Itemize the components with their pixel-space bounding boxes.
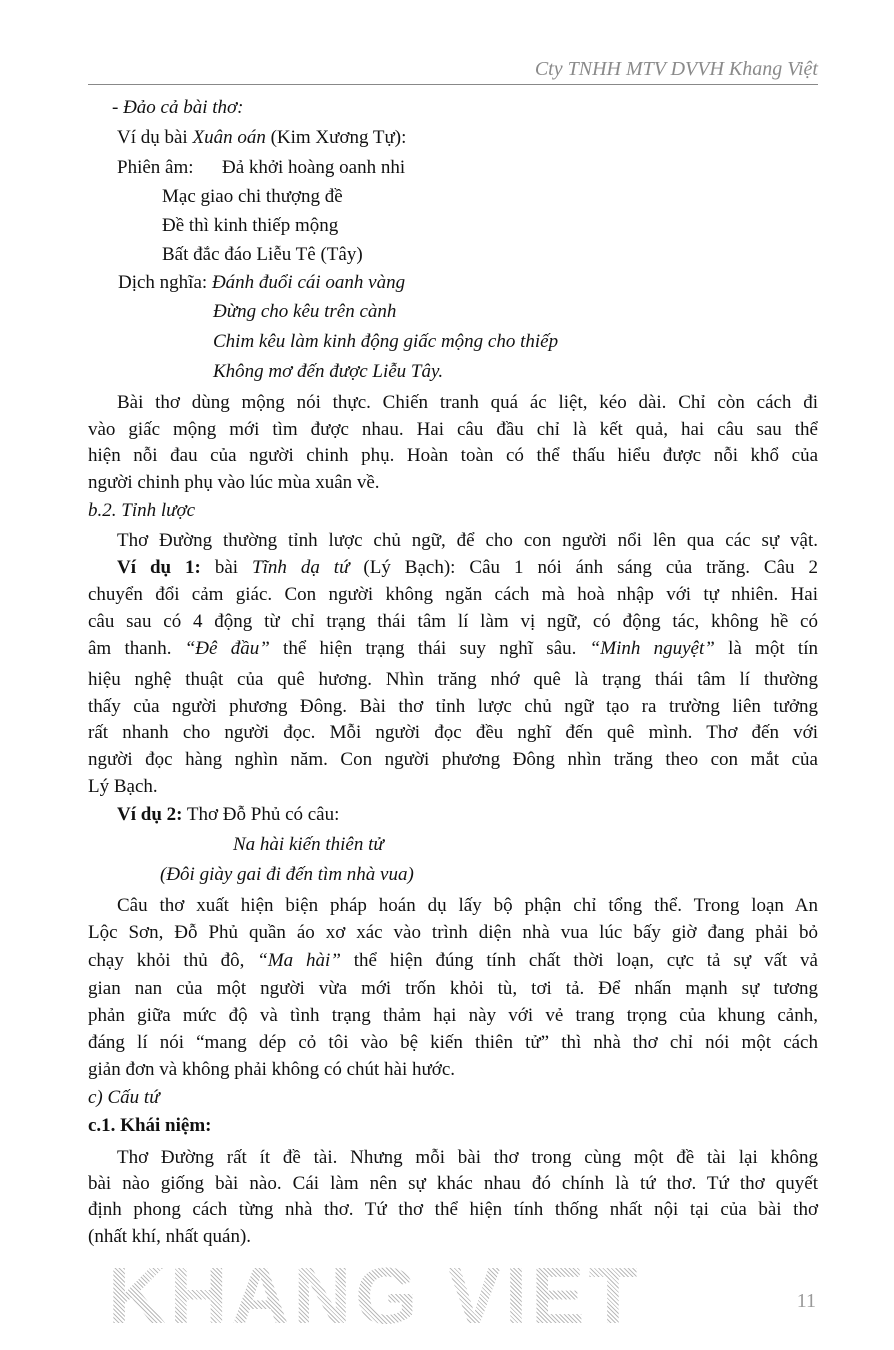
- text-segment: (nhất khí, nhất quán).: [88, 1226, 252, 1247]
- text-line: [88, 668, 818, 692]
- text-segment: thể hiện trạng thái suy nghĩ sâu.: [269, 638, 590, 659]
- text-line: [88, 637, 818, 661]
- text-line: [88, 1198, 818, 1222]
- italic-text: Đảo cả bài thơ:: [123, 97, 244, 118]
- bold-text: Ví dụ 2:: [117, 804, 183, 825]
- italic-text: Tĩnh dạ tứ: [252, 557, 350, 578]
- italic-text: Đừng cho kêu trên cành: [213, 301, 397, 322]
- text-segment: đáng lí nói “mang dép cỏ tôi vào bệ kiến thiên tử” thì nhà thơ chỉ nói một cách: [88, 1032, 818, 1053]
- text-segment: Ví dụ bài: [117, 127, 193, 148]
- text-line: [88, 921, 818, 945]
- text-segment: là một tín: [714, 638, 818, 659]
- text-line: [118, 271, 405, 295]
- watermark-logo: KHANG VIET: [108, 1251, 642, 1340]
- text-line: [162, 185, 343, 209]
- text-line: [117, 156, 405, 180]
- text-segment: người đọc hàng nghìn năm. Con người phương Đông nhìn trăng theo con mắt của: [88, 749, 818, 770]
- text-segment: thấy của người phương Đông. Bài thơ tỉnh lược chủ ngữ tạo ra trường liên tưởng: [88, 696, 818, 717]
- text-segment: -: [112, 97, 124, 118]
- italic-text: “Ma hài”: [257, 950, 341, 971]
- page-number: 11: [796, 1290, 816, 1312]
- text-line: [117, 391, 818, 415]
- italic-text: “Đê đầu”: [184, 638, 270, 659]
- italic-text: “Minh nguyệt”: [589, 638, 715, 659]
- italic-text: Không mơ đến được Liễu Tây.: [213, 361, 444, 382]
- text-segment: hiện nỗi đau của người chinh phụ. Hoàn toàn có thể thấu hiểu được nỗi khổ của: [88, 445, 818, 466]
- text-segment: Lộc Sơn, Đỗ Phủ quần áo xơ xác vào trình diện nhà vua lúc bấy giờ đang phải bỏ: [88, 922, 818, 943]
- text-segment: người chinh phụ vào lúc mùa xuân về.: [88, 472, 380, 493]
- bold-text: Ví dụ 1:: [117, 557, 201, 578]
- text-line: [117, 529, 818, 553]
- text-segment: định phong cách từng nhà thơ. Tứ thơ thể hiện tính thống nhất nội tại của bài thơ: [88, 1199, 818, 1220]
- text-segment: Mạc giao chi thượng đề: [162, 186, 343, 207]
- text-line: [112, 96, 244, 120]
- text-segment: Bài thơ dùng mộng nói thực. Chiến tranh quá ác liệt, kéo dài. Chỉ còn cách đi: [117, 392, 818, 413]
- text-segment: chạy khỏi thủ đô,: [88, 950, 258, 971]
- text-segment: vào giấc mộng mới tìm được nhau. Hai câu đầu chỉ là kết quả, hai câu sau thể: [88, 419, 818, 440]
- text-line: [117, 126, 406, 150]
- text-segment: Đề thì kinh thiếp mộng: [162, 215, 339, 236]
- text-segment: âm thanh.: [88, 638, 185, 659]
- text-segment: Lý Bạch.: [88, 776, 158, 797]
- text-segment: Thơ Đường thường tỉnh lược chủ ngữ, để cho con người nổi lên qua các sự vật.: [117, 530, 818, 551]
- text-segment: Thơ Đỗ Phủ có câu:: [182, 804, 340, 825]
- text-line: [117, 894, 818, 918]
- text-segment: Phiên âm: Đả khởi hoàng oanh nhi: [117, 157, 406, 178]
- italic-text: Chim kêu làm kinh động giấc mộng cho thiếp: [213, 331, 559, 352]
- text-line: [213, 300, 396, 324]
- text-segment: rất nhanh cho người đọc. Mỗi người đọc đều nghĩ đến quê mình. Thơ đến với: [88, 722, 818, 743]
- text-segment: (Kim Xương Tự):: [265, 127, 407, 148]
- text-line: [88, 471, 380, 495]
- italic-text: Đánh đuổi cái oanh vàng: [211, 272, 406, 293]
- text-segment: câu sau có 4 động từ chỉ trạng thái tâm lí làm vị ngữ, có động tác, không hề có: [88, 611, 818, 632]
- text-line: [162, 214, 338, 238]
- italic-text: Xuân oán: [192, 127, 266, 148]
- text-segment: Dịch nghĩa:: [118, 272, 212, 293]
- italic-text: c) Cấu tứ: [88, 1087, 160, 1108]
- running-header: Cty TNHH MTV DVVH Khang Việt: [534, 58, 818, 80]
- text-line: [88, 1172, 818, 1196]
- text-line: [88, 748, 818, 772]
- text-line: [88, 1004, 818, 1028]
- text-segment: giản đơn và không phải không có chút hài hước.: [88, 1059, 456, 1080]
- text-segment: gian nan của một người vừa mới trốn khỏi tù, tơi tả. Để nhấn mạnh sự tương: [88, 978, 818, 999]
- text-segment: (Lý Bạch): Câu 1 nói ánh sáng của trăng. Câu 2: [349, 557, 819, 578]
- text-segment: Câu thơ xuất hiện biện pháp hoán dụ lấy bộ phận chỉ tổng thể. Trong loạn An: [117, 895, 818, 916]
- text-line: [88, 1086, 160, 1110]
- text-segment: chuyển đổi cảm giác. Con người không ngăn cách mà hoà nhập với tự nhiên. Hai: [88, 584, 818, 605]
- text-line: [88, 949, 818, 973]
- text-line: [88, 775, 158, 799]
- text-line: [117, 803, 339, 827]
- text-line: [88, 583, 818, 607]
- text-line: [233, 833, 384, 857]
- text-line: [88, 1058, 455, 1082]
- text-line: [213, 360, 443, 384]
- text-segment: Thơ Đường rất ít đề tài. Nhưng mỗi bài thơ trong cùng một đề tài lại không: [117, 1147, 818, 1168]
- bold-text: c.1. Khái niệm:: [88, 1115, 212, 1136]
- text-line: [162, 243, 363, 267]
- italic-text: Na hài kiến thiên tử: [233, 834, 384, 855]
- text-line: [88, 610, 818, 634]
- text-line: [117, 556, 818, 580]
- text-segment: phản giữa mức độ và tình trạng thảm hại này với vẻ trang trọng của khung cảnh,: [88, 1005, 818, 1026]
- text-line: [88, 977, 818, 1001]
- text-segment: bài: [200, 557, 253, 578]
- text-line: [88, 1114, 212, 1138]
- text-line: [88, 418, 818, 442]
- text-segment: hiệu nghệ thuật của quê hương. Nhìn trăng nhớ quê là trạng thái tâm lí thường: [88, 669, 818, 690]
- text-segment: bài nào giống bài nào. Cái làm nên sự khác nhau đó chính là tứ thơ. Tứ thơ quyết: [88, 1173, 818, 1194]
- text-line: [117, 1146, 818, 1170]
- text-line: [88, 444, 818, 468]
- italic-text: b.2. Tỉnh lược: [88, 500, 196, 521]
- text-segment: Bất đắc đáo Liễu Tê (Tây): [162, 244, 363, 265]
- text-segment: thể hiện đúng tính chất thời loạn, cực tả sự vất vả: [340, 950, 818, 971]
- text-line: [88, 721, 818, 745]
- text-line: [213, 330, 558, 354]
- text-line: [88, 695, 818, 719]
- italic-text: (Đôi giày gai đi đến tìm nhà vua): [160, 864, 414, 885]
- text-line: [88, 1031, 818, 1055]
- text-line: [88, 499, 195, 523]
- text-line: [88, 1225, 251, 1249]
- text-line: [160, 863, 414, 887]
